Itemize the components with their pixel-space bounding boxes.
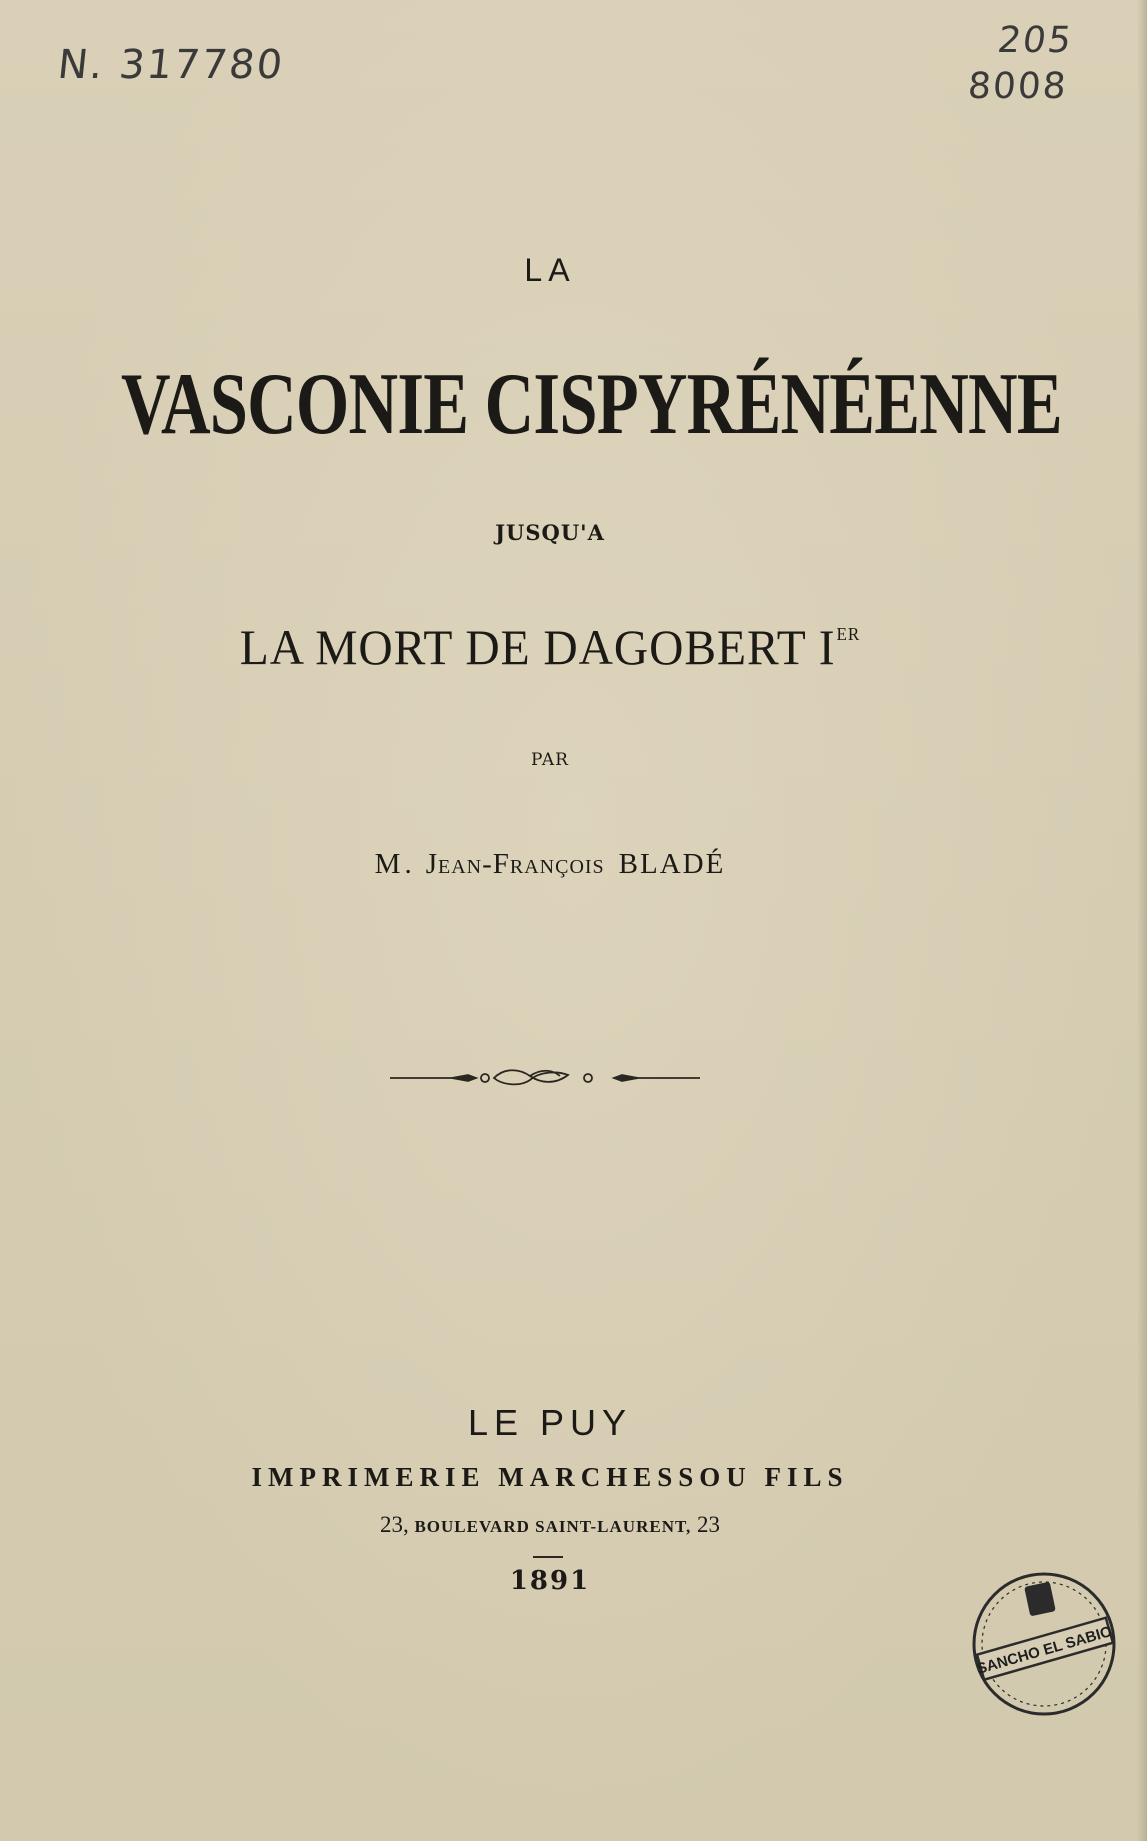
main-title: VASCONIE CISPYRÉNÉENNE [121,356,1062,453]
author-surname: BLADÉ [618,848,726,880]
imprint-printer: IMPRIMERIE MARCHESSOU FILS [251,1462,849,1492]
imprint-rule [533,1556,563,1558]
subtitle [28,618,1073,676]
handwritten-shelf-mark: 205 [995,20,1076,61]
author-given-name: Jean-François [425,848,605,880]
handwritten-catalog-number: N. 317780 [55,42,287,88]
title-connector: JUSQU'A [495,520,605,545]
address-street: BOULEVARD SAINT-LAURENT, [414,1517,692,1536]
imprint-city: LE PUY [467,1402,633,1443]
stamp-text: SANCHO EL SABIO [974,1623,1114,1678]
imprint-year: 1891 [509,1566,591,1596]
title-article: LA [524,252,576,288]
page-edge-shadow [1137,0,1147,1841]
subtitle-superscript: ER [836,624,861,644]
address-number-end: 23 [697,1512,721,1537]
library-stamp [964,1562,1124,1722]
subtitle-text: LA MORT DE DAGOBERT I [239,619,836,675]
author-prefix: M. [374,848,416,880]
ornament-divider [390,1065,700,1091]
handwritten-shelf-number: 8008 [966,66,1070,107]
by-label: PAR [531,750,569,770]
author-line [0,848,1100,881]
address-number-start: 23, [379,1512,409,1537]
imprint-address [0,1512,1100,1538]
